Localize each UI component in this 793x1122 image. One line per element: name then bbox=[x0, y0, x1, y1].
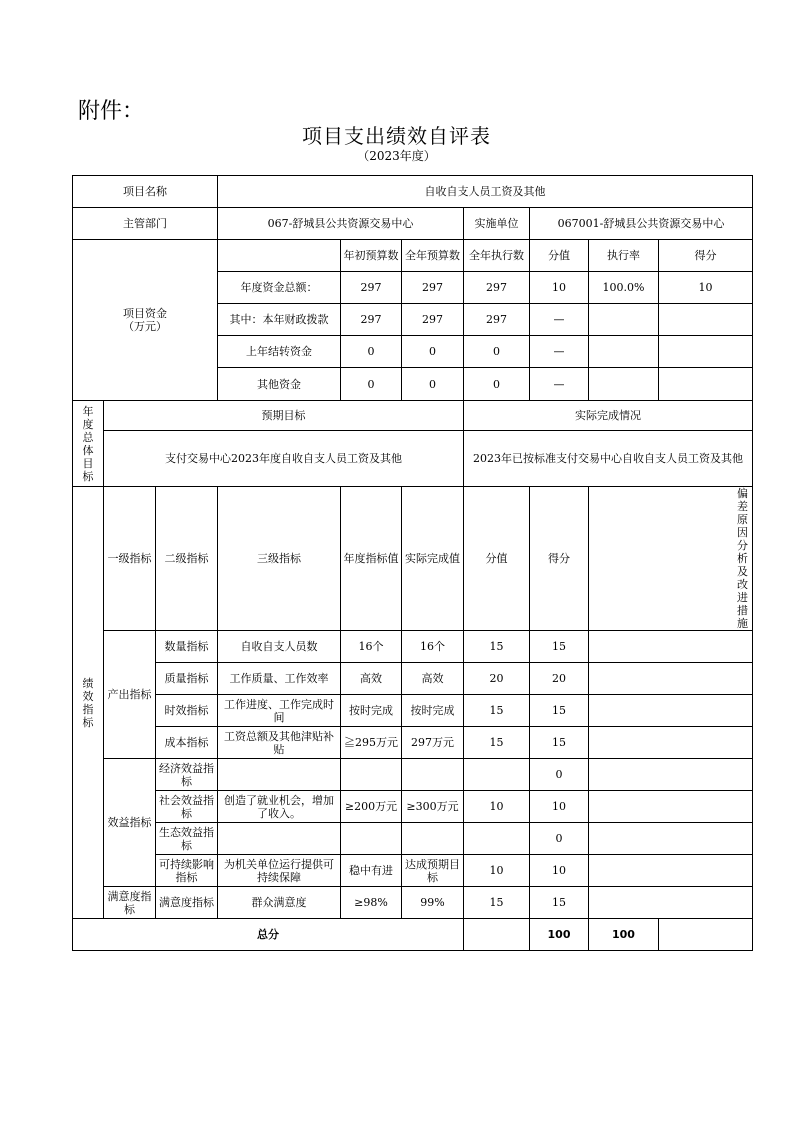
funds-header-score-value: 分值 bbox=[530, 240, 589, 272]
expected-goal-text: 支付交易中心2023年度自收自支人员工资及其他 bbox=[104, 431, 464, 487]
indicator-row bbox=[73, 663, 753, 695]
indicator-actual: 16个 bbox=[402, 631, 464, 663]
indicator-analysis bbox=[589, 887, 753, 919]
indicator-target: ≧295万元 bbox=[341, 727, 402, 759]
funds-header-initial: 年初预算数 bbox=[341, 240, 402, 272]
funds-cell-executed: 297 bbox=[464, 304, 530, 336]
actual-completion-text: 2023年已按标准支付交易中心自收自支人员工资及其他 bbox=[464, 431, 753, 487]
indicator-target: 稳中有进 bbox=[341, 855, 402, 887]
indicator-level2: 生态效益指标 bbox=[156, 823, 218, 855]
funds-cell-annual: 0 bbox=[402, 336, 464, 368]
indicator-score: 10 bbox=[530, 855, 589, 887]
funds-cell-rate: 100.0% bbox=[589, 272, 659, 304]
total-row bbox=[73, 919, 753, 951]
indicator-analysis bbox=[589, 823, 753, 855]
indicator-score: 10 bbox=[530, 791, 589, 823]
funds-cell-initial: 0 bbox=[341, 368, 402, 401]
indicator-actual: 高效 bbox=[402, 663, 464, 695]
indicator-score: 15 bbox=[530, 727, 589, 759]
indicator-score-value bbox=[464, 823, 530, 855]
page-subtitle: （2023年度） bbox=[357, 149, 436, 163]
funds-cell-rate bbox=[589, 368, 659, 401]
indicator-level3: 自收自支人员数 bbox=[218, 631, 341, 663]
header-level3: 三级指标 bbox=[218, 487, 341, 631]
goals-row bbox=[73, 431, 753, 487]
indicator-analysis bbox=[589, 695, 753, 727]
indicator-target: ≥98% bbox=[341, 887, 402, 919]
indicator-target bbox=[341, 759, 402, 791]
attachment-label: 附件： bbox=[78, 99, 145, 124]
department-value: 067-舒城县公共资源交易中心 bbox=[218, 208, 464, 240]
header-analysis: 偏差原因分析及改进措施 bbox=[589, 487, 753, 631]
indicator-level2: 经济效益指标 bbox=[156, 759, 218, 791]
indicator-actual: 99% bbox=[402, 887, 464, 919]
indicator-level2: 质量指标 bbox=[156, 663, 218, 695]
indicator-analysis bbox=[589, 791, 753, 823]
indicator-score: 0 bbox=[530, 823, 589, 855]
indicator-row bbox=[73, 727, 753, 759]
indicator-score-value: 15 bbox=[464, 727, 530, 759]
project-name-row bbox=[73, 176, 753, 208]
funds-cell-score-value: — bbox=[530, 304, 589, 336]
implementing-unit-value: 067001-舒城县公共资源交易中心 bbox=[530, 208, 753, 240]
expected-goal-label: 预期目标 bbox=[104, 401, 464, 431]
indicator-level3: 工作进度、工作完成时间 bbox=[218, 695, 341, 727]
header-target: 年度指标值 bbox=[341, 487, 402, 631]
indicator-score: 0 bbox=[530, 759, 589, 791]
actual-completion-label: 实际完成情况 bbox=[464, 401, 753, 431]
funds-label-text: 项目资金 bbox=[123, 307, 167, 320]
department-label: 主管部门 bbox=[73, 208, 218, 240]
funds-cell-rate bbox=[589, 336, 659, 368]
funds-row-label: 其中：本年财政拨款 bbox=[218, 304, 341, 336]
indicator-row bbox=[73, 887, 753, 919]
indicator-row bbox=[73, 631, 753, 663]
funds-row-label: 上年结转资金 bbox=[218, 336, 341, 368]
funds-header-executed: 全年执行数 bbox=[464, 240, 530, 272]
indicator-score-value: 10 bbox=[464, 791, 530, 823]
indicator-actual bbox=[402, 823, 464, 855]
group-output: 产出指标 bbox=[104, 631, 156, 759]
indicator-header-row bbox=[73, 487, 753, 631]
funds-cell-score bbox=[658, 304, 752, 336]
indicator-level3: 工资总额及其他津贴补贴 bbox=[218, 727, 341, 759]
funds-cell-score-value: — bbox=[530, 368, 589, 401]
indicator-score-value bbox=[464, 759, 530, 791]
indicator-target bbox=[341, 823, 402, 855]
indicator-analysis bbox=[589, 663, 753, 695]
indicator-target: 按时完成 bbox=[341, 695, 402, 727]
indicator-actual: 达成预期目标 bbox=[402, 855, 464, 887]
funds-header-row bbox=[73, 240, 753, 272]
funds-label bbox=[73, 240, 218, 401]
indicator-row bbox=[73, 695, 753, 727]
indicator-score: 15 bbox=[530, 887, 589, 919]
funds-cell-executed: 0 bbox=[464, 336, 530, 368]
indicator-level2: 社会效益指标 bbox=[156, 791, 218, 823]
indicator-target: ≥200万元 bbox=[341, 791, 402, 823]
department-row bbox=[73, 208, 753, 240]
indicator-analysis bbox=[589, 727, 753, 759]
indicator-score: 15 bbox=[530, 695, 589, 727]
indicator-score: 20 bbox=[530, 663, 589, 695]
indicator-target: 16个 bbox=[341, 631, 402, 663]
indicator-analysis bbox=[589, 855, 753, 887]
implementing-unit-label: 实施单位 bbox=[464, 208, 530, 240]
funds-cell-score: 10 bbox=[658, 272, 752, 304]
funds-cell-score-value: 10 bbox=[530, 272, 589, 304]
indicator-level2: 可持续影响指标 bbox=[156, 855, 218, 887]
indicator-row bbox=[73, 791, 753, 823]
indicator-score-value: 15 bbox=[464, 887, 530, 919]
page-title: 项目支出绩效自评表 bbox=[302, 124, 491, 148]
funds-cell-initial: 0 bbox=[341, 336, 402, 368]
project-name-label: 项目名称 bbox=[73, 176, 218, 208]
indicator-level3 bbox=[218, 823, 341, 855]
header-level2: 二级指标 bbox=[156, 487, 218, 631]
total-analysis bbox=[658, 919, 752, 951]
funds-cell-rate bbox=[589, 304, 659, 336]
funds-cell-initial: 297 bbox=[341, 304, 402, 336]
total-score: 100 bbox=[589, 919, 659, 951]
indicator-row bbox=[73, 855, 753, 887]
total-blank bbox=[464, 919, 530, 951]
funds-header-annual: 全年预算数 bbox=[402, 240, 464, 272]
indicator-score-value: 15 bbox=[464, 631, 530, 663]
indicator-score-value: 20 bbox=[464, 663, 530, 695]
evaluation-table bbox=[72, 175, 753, 951]
total-score-value: 100 bbox=[530, 919, 589, 951]
performance-indicators-label: 绩效指标 bbox=[73, 487, 104, 919]
funds-cell-executed: 0 bbox=[464, 368, 530, 401]
indicator-row bbox=[73, 823, 753, 855]
indicator-target: 高效 bbox=[341, 663, 402, 695]
header-level1: 一级指标 bbox=[104, 487, 156, 631]
indicator-level2: 满意度指标 bbox=[156, 887, 218, 919]
indicator-level2: 时效指标 bbox=[156, 695, 218, 727]
indicator-level3: 群众满意度 bbox=[218, 887, 341, 919]
indicator-level3: 工作质量、工作效率 bbox=[218, 663, 341, 695]
funds-cell-score-value: — bbox=[530, 336, 589, 368]
indicator-actual bbox=[402, 759, 464, 791]
indicator-actual: ≥300万元 bbox=[402, 791, 464, 823]
indicator-analysis bbox=[589, 759, 753, 791]
indicator-score-value: 15 bbox=[464, 695, 530, 727]
indicator-score: 15 bbox=[530, 631, 589, 663]
funds-header-blank bbox=[218, 240, 341, 272]
project-name-value: 自收自支人员工资及其他 bbox=[218, 176, 753, 208]
indicator-level2: 成本指标 bbox=[156, 727, 218, 759]
total-label: 总分 bbox=[73, 919, 464, 951]
indicator-analysis bbox=[589, 631, 753, 663]
indicator-row bbox=[73, 759, 753, 791]
indicator-actual: 297万元 bbox=[402, 727, 464, 759]
group-benefit: 效益指标 bbox=[104, 759, 156, 887]
funds-cell-initial: 297 bbox=[341, 272, 402, 304]
funds-header-rate: 执行率 bbox=[589, 240, 659, 272]
indicator-level3 bbox=[218, 759, 341, 791]
header-actual: 实际完成值 bbox=[402, 487, 464, 631]
funds-header-score: 得分 bbox=[658, 240, 752, 272]
funds-cell-annual: 0 bbox=[402, 368, 464, 401]
funds-cell-annual: 297 bbox=[402, 272, 464, 304]
indicator-score-value: 10 bbox=[464, 855, 530, 887]
header-score-value: 分值 bbox=[464, 487, 530, 631]
group-satisfaction: 满意度指标 bbox=[104, 887, 156, 919]
funds-label-unit: （万元） bbox=[123, 320, 167, 333]
goals-header-row bbox=[73, 401, 753, 431]
indicator-actual: 按时完成 bbox=[402, 695, 464, 727]
indicator-level3: 为机关单位运行提供可持续保障 bbox=[218, 855, 341, 887]
funds-cell-score bbox=[658, 336, 752, 368]
funds-row-label: 其他资金 bbox=[218, 368, 341, 401]
funds-cell-annual: 297 bbox=[402, 304, 464, 336]
indicator-level2: 数量指标 bbox=[156, 631, 218, 663]
header-score: 得分 bbox=[530, 487, 589, 631]
indicator-level3: 创造了就业机会，增加了收入。 bbox=[218, 791, 341, 823]
annual-goals-label: 年度总体目标 bbox=[73, 401, 104, 487]
funds-row-label: 年度资金总额： bbox=[218, 272, 341, 304]
funds-cell-score bbox=[658, 368, 752, 401]
funds-cell-executed: 297 bbox=[464, 272, 530, 304]
